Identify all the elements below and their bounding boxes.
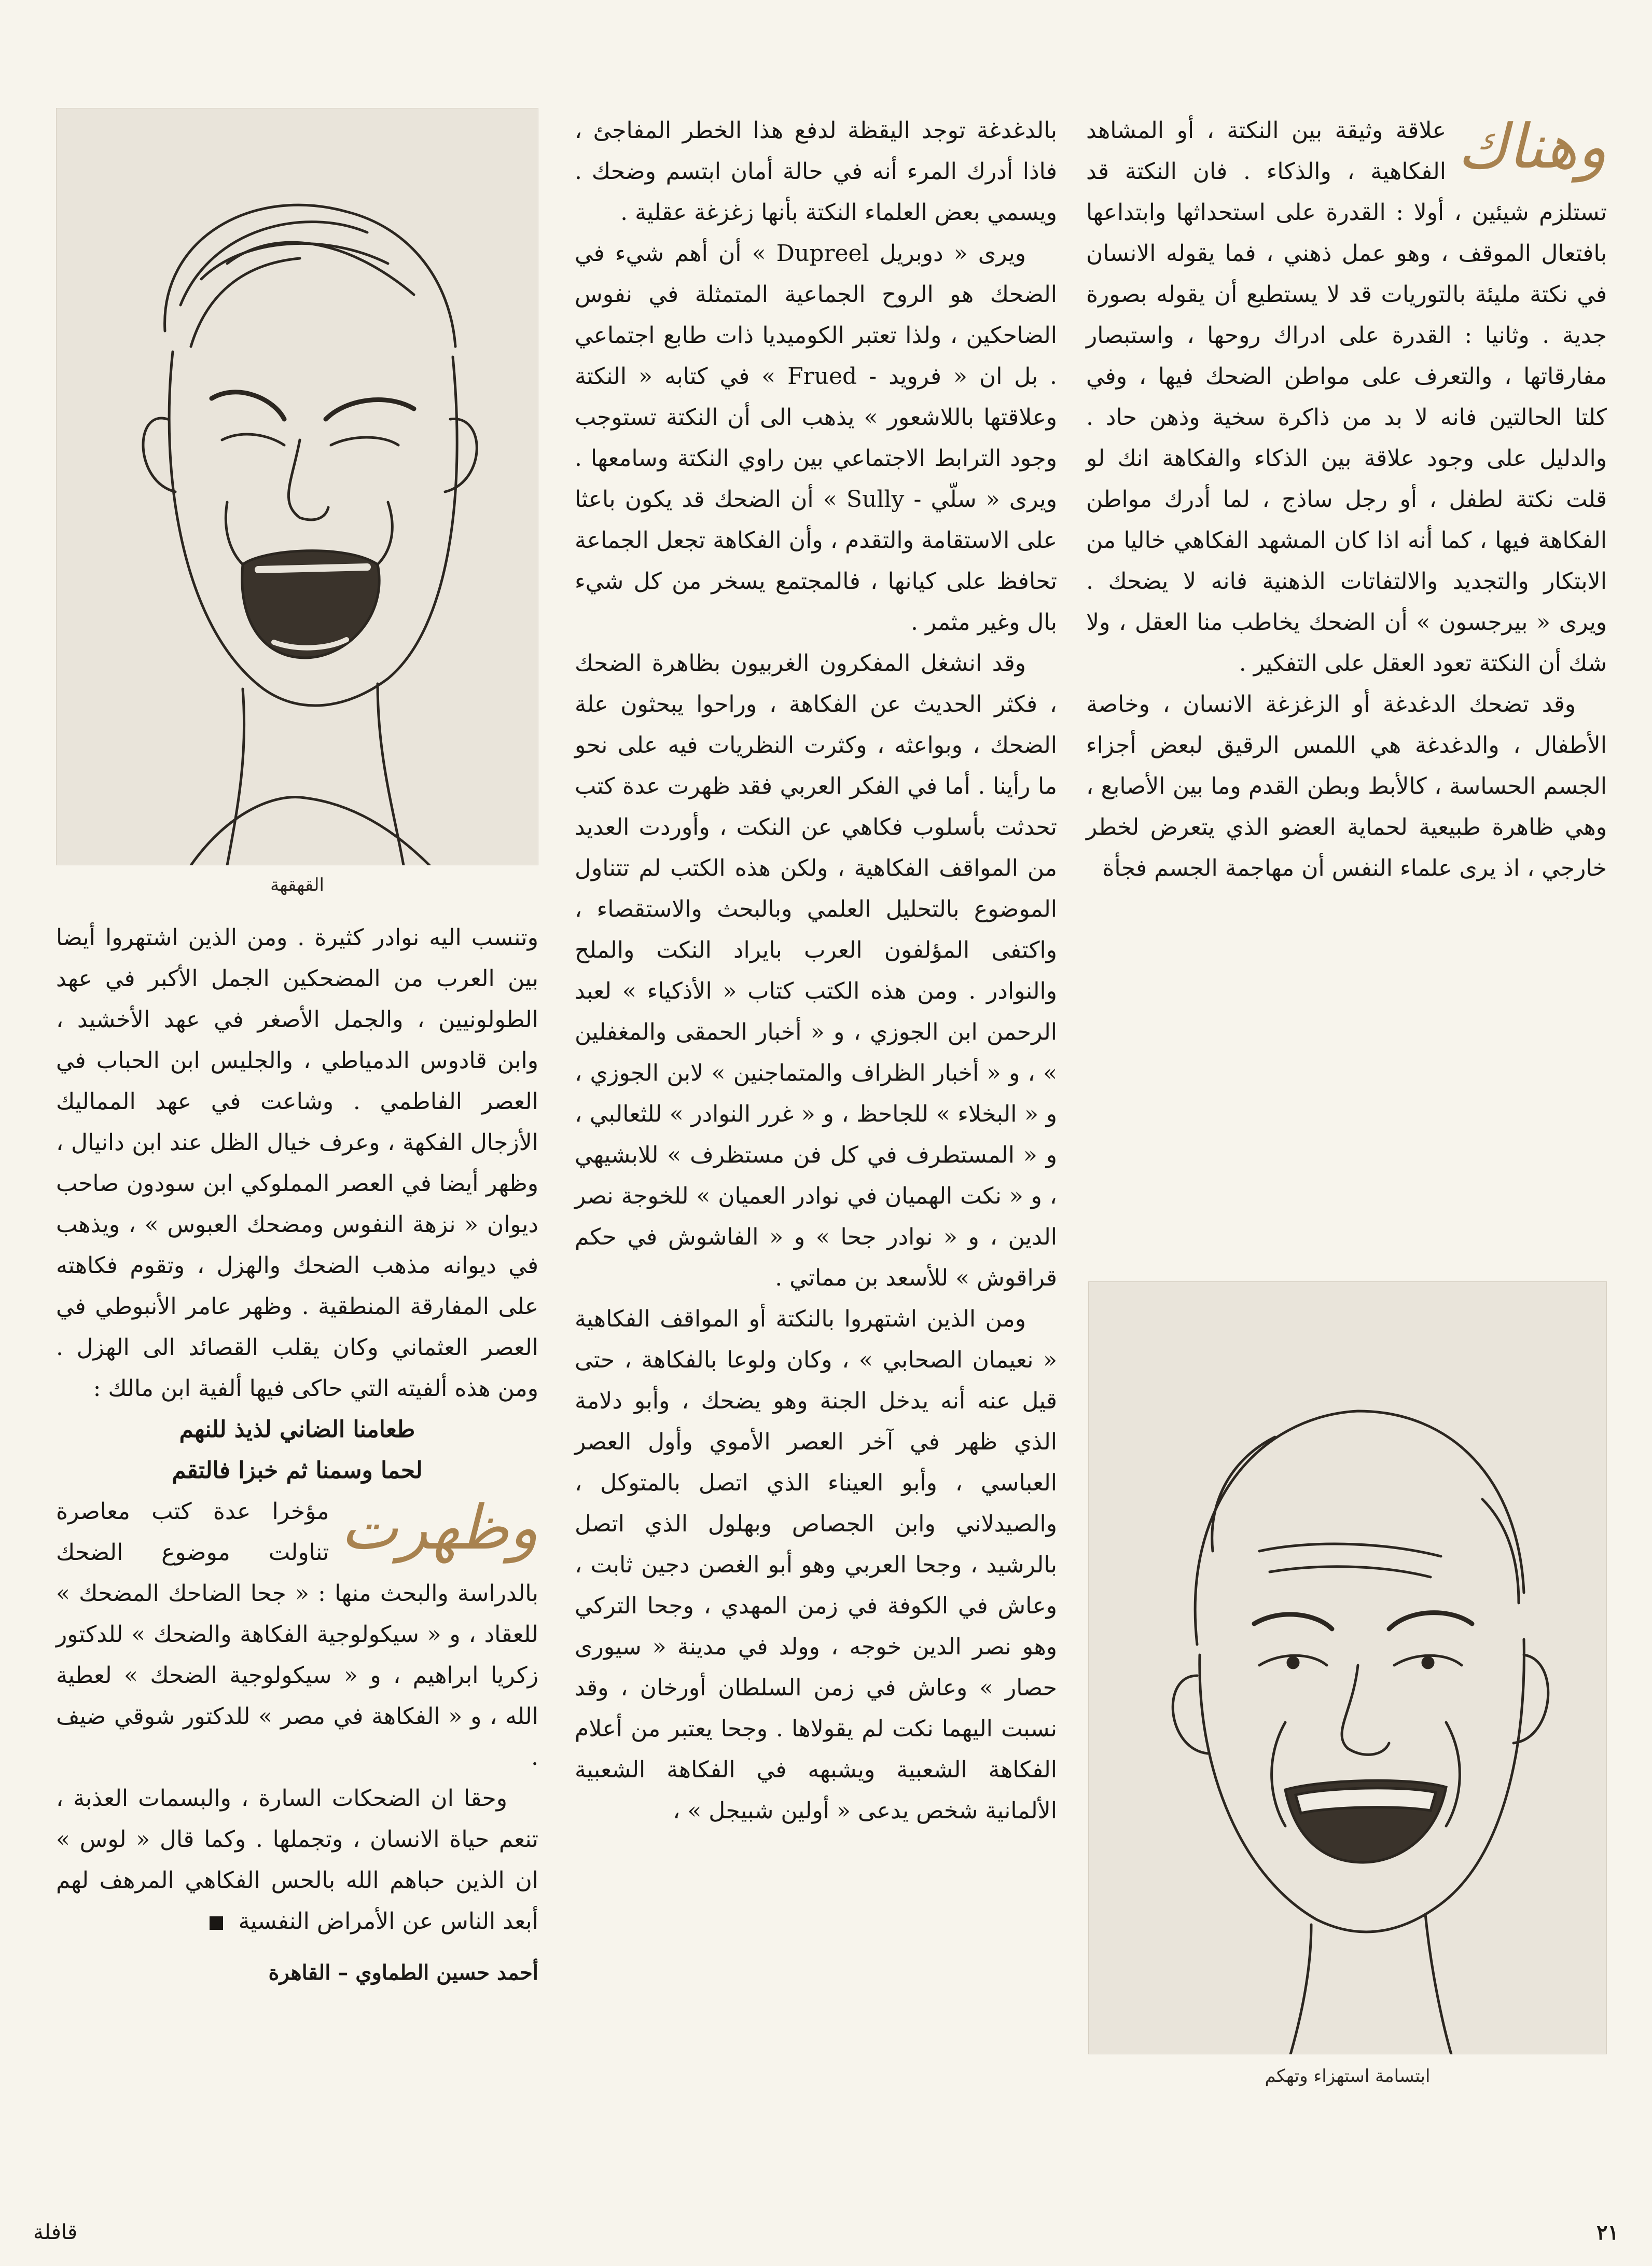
paragraph: ويرى « دوبريل Dupreel » أن أهم شيء في الضحك هو الروح الجماعية المتمثلة في نفوس الضاحكين ، ولذا تعتبر الكوميديا ذات طابع اجتماعي . بل ان « فرويد - Frued » في كتابه « النكتة وعلاقتها باللاشعور » يذهب الى أن النكتة تستوجب وجود الترابط الاجتماعي بين راوي النكتة وسامعها . ويرى « سلّي - Sully » أن الضحك قد يكون باعثا على الاستقامة والتقدم ، وأن الفكاهة تجعل الجماعة تحافظ على كيانها ، فالمجتمع يسخر من كل شيء بال وغير مثمر . — [575, 240, 1057, 635]
drop-word-wazaharat: وظهرت — [340, 1491, 538, 1563]
article-column-middle — [575, 110, 1057, 1831]
paragraph: وقد انشغل المفكرون الغربيون بظاهرة الضحك ، فكثر الحديث عن الفكاهة ، وراحوا يبحثون علة الضحك ، وبواعثه ، وكثرت النظريات فيه على نحو ما رأينا . أما في الفكر العربي فقد ظهرت عدة كتب تحدثت بأسلوب فكاهي عن النكت ، وأوردت العديد من المواقف الفكاهية ، ولكن هذه الكتب لم تتناول الموضوع بالتحليل العلمي وبالبحث والاستقصاء ، واكتفى المؤلفون العرب بايراد النكت والملح والنوادر . ومن هذه الكتب كتاب « الأذكياء » لعبد الرحمن ابن الجوزي ، و « أخبار الحمقى والمغفلين » ، و « أخبار الظراف والمتماجنين » لابن الجوزي ، و « البخلاء » للجاحظ ، و « غرر النوادر » للثعالبي ، و « المستطرف في كل فن مستظرف » للابشيهي ، و « نكت الهميان في نوادر العميان » للخوجة نصر الدين ، و « نوادر جحا » و « الفاشوش في حكم قراقوش » للأسعد بن مماتي . — [575, 650, 1057, 1291]
caption-mocking-smile: ابتسامة استهزاء وتهكم — [1265, 2066, 1431, 2087]
paragraph: وتنسب اليه نوادر كثيرة . ومن الذين اشتهروا أيضا بين العرب من المضحكين الجمل الأكبر في عهد الطولونيين ، والجمل الأصغر في عهد الأخشيد ، وابن قادوس الدمياطي ، والجليس ابن الحباب في العصر الفاطمي . وشاعت في عهد المماليك الأزجال الفكهة ، وعرف خيال الظل عند ابن دانيال ، وظهر أيضا في العصر المملوكي ابن سودون صاحب ديوان « نزهة النفوس ومضحك العبوس » ، ويذهب في ديوانه مذهب الضحك والهزل ، وتقوم فكاهته على المفارقة المنطقية . وظهر عامر الأنبوطي في العصر العثماني وكان يقلب القصائد الى الهزل . ومن هذه ألفيته التي حاكى فيها ألفية ابن مالك : — [56, 924, 538, 1402]
poem-verse: طعامنا الضاني لذيذ للنهم — [179, 1416, 415, 1443]
article-column-left — [56, 917, 538, 1993]
author-signature: أحمد حسين الطماوي – القاهرة — [268, 1960, 538, 1985]
article-column-right — [1086, 110, 1607, 889]
page-number: ٢١ — [1597, 2220, 1619, 2245]
paragraph: وهناك علاقة وثيقة بين النكتة ، أو المشاهد الفكاهية ، والذكاء . فان النكتة قد تستلزم شيئين ، أولا : القدرة على استحداثها وابتداعها بافتعال الموقف ، وهو عمل ذهني ، فما يقوله الانسان في نكتة مليئة بالتوريات قد لا يستطيع أن يقوله بصورة جدية . وثانيا : القدرة على ادراك روحها ، واستبصار مفارقاتها ، والتعرف على مواطن الضحك فيها ، وفي كلتا الحالتين فانه لا بد من ذاكرة سخية وذهن حاد . والدليل على وجود علاقة بين الذكاء والفكاهة انك لو قلت نكتة لطفل ، أو رجل ساذج ، لما أدرك مواطن الفكاهة فيها ، كما أنه اذا كان المشهد الفكاهي خاليا من الابتكار والتجديد والالتفاتات الذهنية فانه لا يضحك . ويرى « بيرجسون » أن الضحك يخاطب منا العقل ، ولا شك أن النكتة تعود العقل على التفكير . — [1086, 110, 1607, 676]
drop-word-wahunak: وهناك — [1457, 110, 1607, 182]
paragraph: وظهرت مؤخرا عدة كتب معاصرة تناولت موضوع الضحك بالدراسة والبحث منها : « جحا الضاحك المضحك » للعقاد ، و « سيكولوجية الفكاهة والضحك » للدكتور زكريا ابراهيم ، و « سيكولوجية الضحك » لعطية الله ، و « الفكاهة في مصر » للدكتور شوقي ضيف . — [56, 1491, 538, 1771]
magazine-name: قافلة — [33, 2220, 78, 2244]
poem-verse: لحما وسمنا ثم خبزا فالتقم — [172, 1457, 423, 1484]
paragraph: وحقا ان الضحكات السارة ، والبسمات العذبة ، تنعم حياة الانسان ، وتجملها . وكما قال « لوس » ان الذين حباهم الله بالحس الفكاهي المرهف لهم أبعد الناس عن الأمراض النفسية — [56, 1785, 538, 1935]
paragraph: وقد تضحك الدغدغة أو الزغزغة الانسان ، وخاصة الأطفال ، والدغدغة هي اللمس الرقيق لبعض أجزاء الجسم الحساسة ، كالأبط وبطن القدم وما بين الأصابع ، وهي ظاهرة طبيعية لحماية العضو الذي يتعرض لخطر خارجي ، اذ يرى علماء النفس أن مهاجمة الجسم فجأة — [1086, 691, 1607, 881]
laughing-face-illustration — [56, 108, 538, 865]
paragraph: بالدغدغة توجد اليقظة لدفع هذا الخطر المفاجئ ، فاذا أدرك المرء أنه في حالة أمان ابتسم وضحك . ويسمي بعض العلماء النكتة بأنها زغزغة عقلية . — [575, 117, 1057, 226]
paragraph: ومن الذين اشتهروا بالنكتة أو المواقف الفكاهية « نعيمان الصحابي » ، وكان ولوعا بالفكاهة ، حتى قيل عنه أنه يدخل الجنة وهو يضحك ، وأبو دلامة الذي ظهر في آخر العصر الأموي وأول العصر العباسي ، وأبو العيناء الذي اتصل بالمتوكل ، والصيدلاني وابن الجصاص وبهلول الذي اتصل بالرشيد ، وجحا العربي وهو أبو الغصن دجين ثابت ، وعاش في الكوفة في زمن المهدي ، وجحا التركي وهو نصر الدين خوجه ، وولد في مدينة « سيورى حصار » وعاش في زمن السلطان أورخان ، وقد نسبت اليهما نكت لم يقولاها . وجحا يعتبر من أعلام الفكاهة الشعبية ويشبهه في الفكاهة الشعبية الألمانية شخص يدعى « أولين شبيجل » ، — [575, 1306, 1057, 1824]
caption-laughter: القهقهة — [270, 875, 324, 895]
end-mark-icon — [210, 1916, 223, 1930]
mocking-smile-illustration — [1088, 1281, 1607, 2054]
